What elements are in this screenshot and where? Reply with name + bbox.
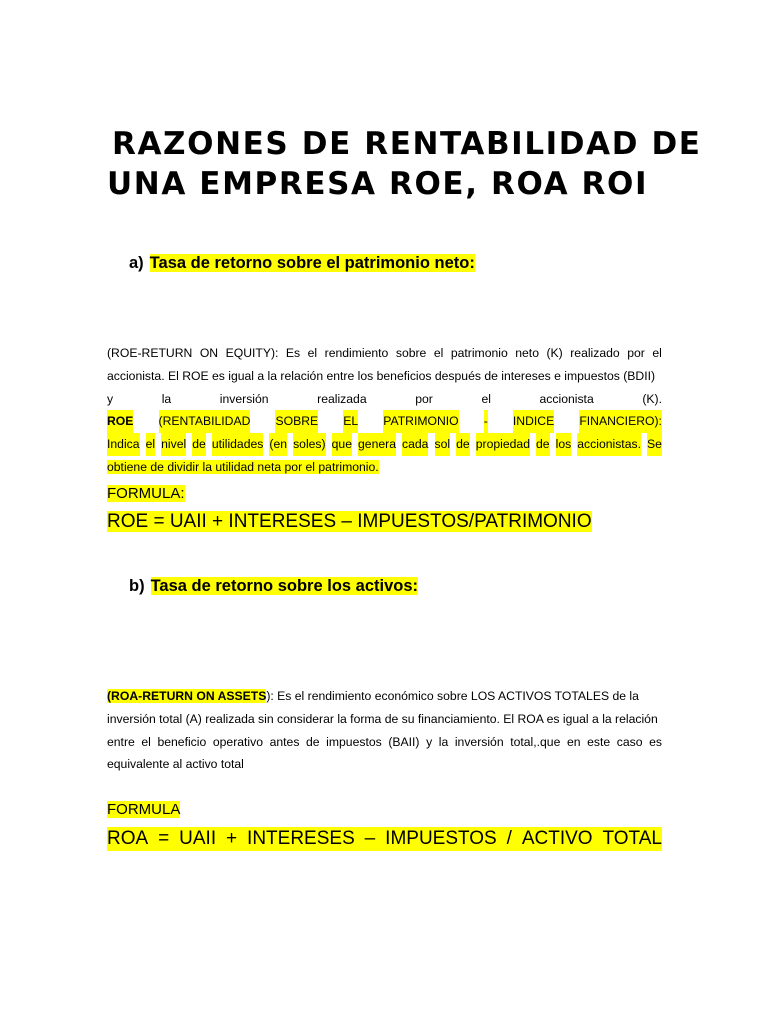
section-a-line-5-word: de: [192, 433, 206, 456]
section-a-line-3-word: el: [481, 391, 491, 406]
section-a-line-1-word: sobre: [395, 346, 427, 360]
section-b-line-3-word: impuestos: [326, 734, 382, 749]
section-b-formula-label: [107, 800, 180, 820]
section-a-para-line-5: [107, 433, 662, 456]
section-a-line-5-word: cada: [402, 433, 428, 456]
section-b-para-line-3: [107, 731, 662, 754]
section-b-formula-word: /: [506, 828, 512, 849]
section-a-line-1-word: (ROE-RETURN: [107, 346, 193, 360]
section-a-line-4-word: FINANCIERO):: [579, 410, 662, 433]
section-a-line-3-word: inversión: [219, 391, 269, 406]
section-b-line-3-word: caso: [616, 734, 643, 749]
section-a-heading-text: Tasa de retorno sobre el patrimonio neto:: [149, 254, 475, 272]
section-b-heading: [129, 575, 418, 597]
section-a-line-5-word: Se: [647, 433, 662, 456]
section-b-line-3-word: antes: [269, 734, 300, 749]
section-a-line-1-word: (K): [546, 346, 563, 360]
section-b-formula-word: –: [364, 828, 376, 849]
section-b-line-3-word: (BAII): [388, 734, 420, 749]
section-a-line-1-word: EQUITY):: [225, 346, 279, 360]
section-a-line-1-word: el: [433, 346, 444, 360]
section-b-formula-word: UAII: [179, 828, 217, 849]
section-a-line-4-bold-word: ROE: [107, 410, 133, 433]
section-b-para-line-2: inversión total (A) realizada sin considerar la forma de su financiamiento. El ROA es igual a la relación: [107, 711, 658, 726]
section-a-line-5-word: de: [536, 433, 550, 456]
section-b-formula: [107, 827, 662, 851]
section-b-line-3-word: total,.que: [510, 734, 561, 749]
section-a-line-5-word: propiedad: [476, 433, 530, 456]
section-a-letter: a): [129, 254, 144, 272]
section-a-line-3-word: realizada: [317, 391, 367, 406]
section-b-line-3-word: este: [587, 734, 611, 749]
section-b-formula-word: IMPUESTOS: [385, 828, 497, 849]
title-line-2: UNA EMPRESA ROE, ROA ROI: [107, 166, 649, 202]
section-a-line-1-word: realizado: [570, 346, 620, 360]
section-b-line-3-word: operativo: [212, 734, 263, 749]
section-a-para-line-1: [107, 342, 662, 365]
section-a-line-1-word: el: [652, 346, 662, 360]
section-b-line-3-word: en: [566, 734, 581, 749]
section-a-line-1-word: rendimiento: [324, 346, 389, 360]
section-a-line-4-word: PATRIMONIO: [383, 410, 458, 433]
section-a-line-5-word: utilidades: [212, 433, 264, 456]
section-b-para-line-1-row: [107, 685, 662, 708]
section-a-formula-text: ROE = UAII + INTERESES – IMPUESTOS/PATRIMONIO: [107, 511, 592, 532]
section-a-line-5-word: nivel: [161, 433, 186, 456]
section-b-para-line-4: equivalente al activo total: [107, 757, 244, 772]
section-b-formula-word: ACTIVO: [521, 828, 593, 849]
section-b-formula-word: ROA: [107, 828, 149, 849]
section-a-line-1-word: Es: [285, 346, 301, 360]
section-b-line-3-word: inversión: [454, 734, 504, 749]
section-a-line-4-word: EL: [343, 410, 358, 433]
section-b-formula-word: =: [158, 828, 170, 849]
section-b-formula-word: INTERESES: [247, 828, 355, 849]
section-b-letter: b): [129, 577, 145, 595]
document-title: [107, 124, 702, 204]
section-a-heading: [129, 252, 475, 274]
title-line-1: RAZONES DE RENTABILIDAD DE: [112, 126, 702, 162]
section-a-line-5-word: accionistas.: [577, 433, 641, 456]
section-a-formula: [107, 510, 592, 534]
section-a-line-1-word: por: [627, 346, 645, 360]
section-b-line-3-word: entre: [107, 734, 135, 749]
section-a-line-3-word: la: [161, 391, 172, 406]
section-a-formula-label-text: FORMULA:: [107, 485, 185, 502]
section-a-line-3-word: accionista: [539, 391, 594, 406]
section-a-para-line-6-row: [107, 456, 662, 479]
section-b-formula-label-text: FORMULA: [107, 801, 181, 818]
section-a-paragraph: [107, 342, 662, 479]
section-a-line-3-word: por: [415, 391, 433, 406]
section-a-line-5-word: de: [456, 433, 470, 456]
section-b-heading-text: Tasa de retorno sobre los activos:: [150, 577, 419, 595]
section-a-para-line-3: [107, 388, 662, 411]
section-b-line-3-word: y: [426, 734, 433, 749]
section-a-line-1-word: el: [307, 346, 318, 360]
section-a-line-5-word: (en: [269, 433, 287, 456]
section-a-line-5-word: soles): [293, 433, 326, 456]
section-a-para-line-6: obtiene de dividir la utilidad neta por el patrimonio.: [107, 459, 379, 474]
section-a-line-4-word: -: [484, 410, 488, 433]
section-a-line-1-word: patrimonio: [450, 346, 508, 360]
section-a-para-line-2: accionista. El ROE es igual a la relación entre los beneficios después de intereses e impuestos (BDII): [107, 368, 656, 383]
section-a-line-4-word: (RENTABILIDAD: [159, 410, 251, 433]
section-b-line-3-word: es: [649, 734, 662, 749]
section-a-line-5-word: los: [556, 433, 572, 456]
section-a-line-4-word: SOBRE: [275, 410, 318, 433]
section-a-formula-label: [107, 484, 185, 504]
section-a-line-1-word: neto: [515, 346, 539, 360]
section-a-line-5-word: que: [332, 433, 352, 456]
section-b-para-line-1-bold: (ROA-RETURN ON ASSETS: [107, 689, 267, 703]
section-a-line-1-word: ON: [199, 346, 219, 360]
section-a-line-5-word: sol: [435, 433, 451, 456]
section-b-para-line-1: ): Es el rendimiento económico sobre LOS ACTIVOS TOTALES de la: [266, 689, 639, 703]
section-b-line-3-word: de: [306, 734, 320, 749]
section-b-line-3-word: el: [141, 734, 151, 749]
section-a-line-5-word: el: [146, 433, 156, 456]
section-a-line-5-word: genera: [358, 433, 396, 456]
section-b-formula-word: TOTAL: [602, 828, 662, 849]
section-b-formula-word: +: [226, 828, 238, 849]
section-b-line-3-word: beneficio: [157, 734, 207, 749]
section-a-line-4-word: INDICE: [513, 410, 554, 433]
section-a-line-5-word: Indica: [107, 433, 140, 456]
section-a-line-3-word: y: [107, 391, 114, 406]
section-a-para-line-4: [107, 410, 662, 433]
section-b-paragraph: [107, 685, 662, 776]
section-a-line-3-word: (K).: [642, 391, 662, 406]
section-b-line-3-word: la: [438, 734, 449, 749]
